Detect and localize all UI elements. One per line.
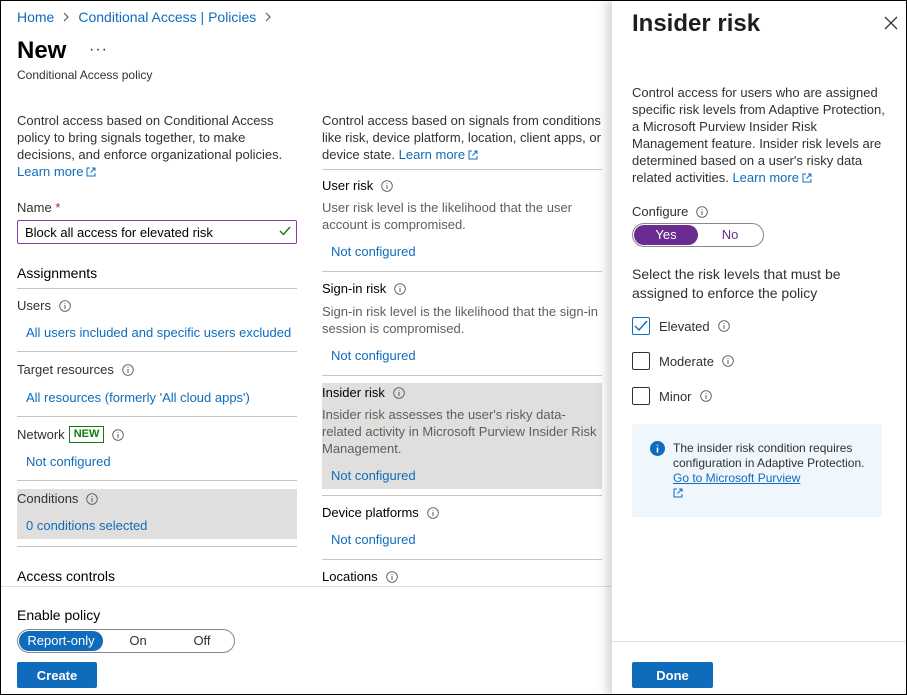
checkmark-icon	[634, 320, 648, 332]
elevated-label: Elevated	[659, 318, 710, 334]
panel-description-text: Control access for users who are assigned specific risk levels from Adaptive Protection, a Microsoft Purview Insider Risk Management feature. Insider risk levels are determined based on a user's risky data related activities.	[632, 85, 885, 185]
panel-description	[632, 84, 892, 186]
close-icon[interactable]	[884, 16, 898, 30]
insider-risk-description: Insider risk assesses the user's risky data-related activity in Microsoft Purview Insider Risk Management.	[322, 407, 597, 456]
conditions-intro-text: Control access based on signals from conditions like risk, device platform, location, client apps, or device state.	[322, 113, 601, 162]
info-icon[interactable]	[112, 429, 124, 441]
insider-risk-title: Insider risk	[322, 385, 405, 400]
enable-policy-label: Enable policy	[17, 607, 101, 623]
risk-level-minor[interactable]	[632, 387, 712, 405]
divider	[322, 559, 602, 560]
signin-risk-title: Sign-in risk	[322, 281, 406, 296]
divider	[322, 375, 602, 376]
assignments-heading: Assignments	[17, 265, 98, 281]
info-icon[interactable]	[427, 507, 439, 519]
target-resources-link[interactable]: All resources (formerly 'All cloud apps')	[26, 390, 250, 405]
user-risk-title: User risk	[322, 178, 393, 193]
divider	[322, 495, 602, 496]
policy-name-input[interactable]	[17, 220, 297, 244]
info-icon[interactable]	[722, 355, 734, 367]
left-learn-more-link[interactable]: Learn more	[17, 164, 96, 179]
conditions-intro	[322, 112, 602, 163]
elevated-checkbox[interactable]	[632, 317, 650, 335]
users-selection-link[interactable]: All users included and specific users excluded	[26, 325, 292, 340]
panel-footer-divider	[612, 641, 907, 642]
name-label: Name *	[17, 200, 61, 215]
done-button[interactable]: Done	[632, 662, 713, 688]
conditions-label: Conditions	[17, 491, 98, 506]
configure-no-option[interactable]: No	[721, 227, 739, 242]
info-icon[interactable]	[386, 571, 398, 583]
target-resources-label: Target resources	[17, 362, 134, 377]
info-message-text: The insider risk condition requires configuration in Adaptive Protection.	[673, 441, 865, 470]
access-controls-heading: Access controls	[17, 568, 116, 584]
user-risk-link[interactable]: Not configured	[331, 244, 416, 259]
footer-divider	[1, 586, 611, 587]
device-platforms-title: Device platforms	[322, 505, 439, 520]
divider	[17, 288, 297, 289]
info-icon[interactable]	[718, 320, 730, 332]
configure-toggle[interactable]	[632, 223, 764, 247]
risk-level-elevated[interactable]	[632, 317, 730, 335]
signin-risk-description: Sign-in risk level is the likelihood that the sign-in session is compromised.	[322, 304, 599, 336]
minor-checkbox[interactable]	[632, 387, 650, 405]
moderate-checkbox[interactable]	[632, 352, 650, 370]
locations-title: Locations	[322, 569, 398, 584]
info-icon[interactable]	[700, 390, 712, 402]
network-label: Network NEW	[17, 426, 124, 443]
configure-yes-option[interactable]: Yes	[634, 225, 698, 245]
signin-risk-link[interactable]: Not configured	[331, 348, 416, 363]
on-option[interactable]: On	[129, 633, 147, 648]
left-intro	[17, 112, 297, 180]
divider	[322, 169, 602, 170]
users-label: Users	[17, 298, 71, 313]
divider	[17, 416, 297, 417]
panel-title: Insider risk	[632, 10, 761, 37]
external-link-icon	[86, 167, 96, 177]
chevron-right-icon	[62, 12, 70, 22]
insider-risk-link[interactable]: Not configured	[331, 468, 416, 483]
checkmark-icon	[279, 226, 291, 236]
divider	[17, 546, 297, 547]
create-button[interactable]: Create	[17, 662, 97, 688]
more-options-button[interactable]: ···	[89, 41, 108, 58]
panel-learn-more-link[interactable]: Learn more	[732, 170, 811, 185]
divider	[322, 271, 602, 272]
required-marker: *	[55, 200, 61, 215]
divider	[17, 351, 297, 352]
info-message-box	[632, 424, 882, 517]
go-to-purview-link[interactable]: Go to Microsoft Purview	[673, 471, 800, 500]
external-link-icon	[468, 150, 478, 160]
moderate-label: Moderate	[659, 353, 714, 369]
conditions-link[interactable]: 0 conditions selected	[26, 518, 148, 533]
chevron-right-icon	[264, 12, 272, 22]
info-icon[interactable]	[86, 493, 98, 505]
info-icon[interactable]	[394, 283, 406, 295]
left-intro-text: Control access based on Conditional Access policy to bring signals together, to make decisions, and enforce organizational policies.	[17, 113, 283, 162]
minor-label: Minor	[659, 388, 692, 404]
report-only-option[interactable]: Report-only	[19, 631, 103, 651]
breadcrumb-policies[interactable]: Conditional Access | Policies	[78, 9, 257, 25]
external-link-icon	[673, 488, 683, 498]
breadcrumb	[17, 9, 280, 25]
network-link[interactable]: Not configured	[26, 454, 111, 469]
user-risk-description: User risk level is the likelihood that the user account is compromised.	[322, 200, 573, 232]
breadcrumb-home[interactable]: Home	[17, 9, 55, 25]
info-filled-icon	[650, 441, 665, 456]
off-option[interactable]: Off	[193, 633, 211, 648]
info-icon[interactable]	[696, 206, 708, 218]
risk-levels-instruction: Select the risk levels that must be assigned to enforce the policy	[632, 266, 841, 301]
risk-level-moderate[interactable]	[632, 352, 734, 370]
external-link-icon	[802, 173, 812, 183]
page-subtitle: Conditional Access policy	[17, 68, 153, 82]
new-badge: NEW	[69, 426, 105, 443]
info-icon[interactable]	[381, 180, 393, 192]
info-icon[interactable]	[393, 387, 405, 399]
mid-learn-more-link[interactable]: Learn more	[399, 147, 478, 162]
info-icon[interactable]	[122, 364, 134, 376]
device-platforms-link[interactable]: Not configured	[331, 532, 416, 547]
divider	[17, 480, 297, 481]
info-icon[interactable]	[59, 300, 71, 312]
page-title: New	[17, 37, 67, 64]
enable-policy-toggle[interactable]	[17, 629, 235, 653]
configure-label: Configure	[632, 204, 708, 219]
insider-risk-panel	[611, 1, 907, 695]
